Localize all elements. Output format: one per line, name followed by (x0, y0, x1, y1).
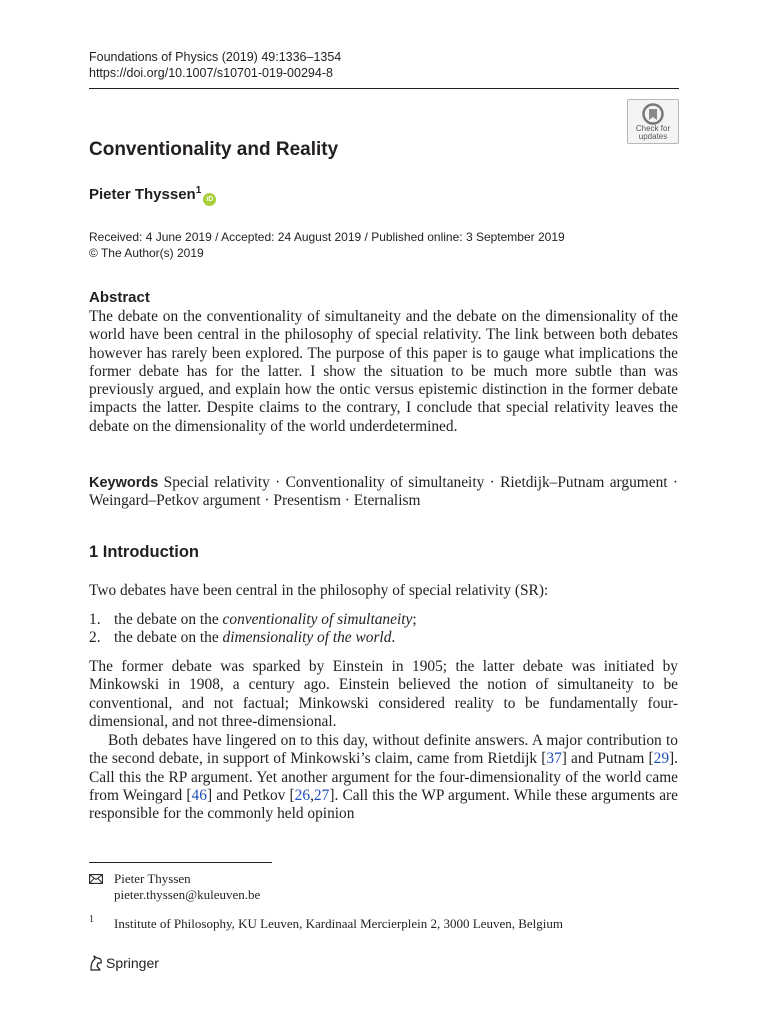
affiliation-text: Institute of Philosophy, KU Leuven, Kardinaal Mercierplein 2, 3000 Leuven, Belgium (114, 916, 564, 931)
paragraph-text: ] and Petkov [ (206, 786, 295, 804)
author-name[interactable]: Pieter Thyssen (89, 186, 196, 203)
list-item (89, 629, 417, 647)
list-emphasis: conventionality of simultaneity (222, 611, 413, 628)
list-punct: ; (412, 611, 417, 628)
badge-line-2: updates (638, 132, 668, 141)
intro-paragraph-3 (89, 732, 678, 823)
paragraph-text: ] and Putnam [ (561, 750, 654, 768)
affiliation-mark: 1 (89, 914, 94, 925)
intro-paragraph-1: Two debates have been central in the philosophy of special relativity (SR): (89, 582, 549, 599)
abstract-text: The debate on the conventionality of simultaneity and the debate on the dimensionality of the world have been central in the philosophy of special relativity. The link between both debates however has rarely been explored. The purpose of this paper is to gauge what implications the former debate has for the latter. I show the situation to be much more subtle than was previously argued, and explain how the ontic versus epistemic distinction in the former debate impacts the latter. Despite claims to the contrary, I conclude that special relativity leaves the debate on the dimensionality of the world underdetermined. (89, 308, 678, 435)
paragraph-text: , (310, 786, 314, 804)
footnote-rule (89, 862, 272, 863)
paragraph-text: ]. Call this the WP argument. While these arguments are responsible for the commonly held opinion (89, 786, 678, 823)
author-affiliation-mark: 1 (195, 185, 202, 196)
copyright-line: © The Author(s) 2019 (89, 246, 204, 260)
header-rule (89, 88, 679, 89)
orcid-icon[interactable]: iD (203, 193, 216, 206)
paragraph-text: ]. Call this the RP argument. Yet another argument for the four-dimensionality of the world came from Weingard [ (89, 750, 679, 804)
citation-link-46[interactable]: 46 (191, 786, 207, 804)
keywords-text: Special relativity · Conventionality of simultaneity · Rietdijk–Putnam argument · Weingard–Petkov argument · Presentism · Eternalism (89, 474, 678, 510)
author-line (89, 185, 216, 206)
journal-citation (89, 49, 341, 81)
list-emphasis: dimensionality of the world (222, 629, 392, 647)
article-title: Conventionality and Reality (89, 139, 339, 160)
debates-list (89, 611, 417, 648)
springer-logo (89, 955, 159, 971)
corresponding-author-name: Pieter Thyssen (114, 871, 191, 886)
list-punct: . (391, 629, 396, 647)
list-text: the debate on the (114, 629, 223, 647)
keywords-label: Keywords (89, 475, 159, 491)
journal-line: Foundations of Physics (2019) 49:1336–1354 (89, 50, 342, 64)
citation-link-27[interactable]: 27 (313, 786, 330, 804)
list-item (89, 611, 417, 629)
dates-line: Received: 4 June 2019 / Accepted: 24 August 2019 / Published online: 3 September 2019 (89, 230, 565, 244)
citation-link-29[interactable]: 29 (653, 750, 670, 768)
bookmark-ring-icon (642, 103, 664, 125)
paragraph-text: Both debates have lingered on to this day, without definite answers. A major contribution to the second debate, in support of Minkowski’s claim, came from Rietdijk [ (89, 732, 678, 768)
badge-line-1: Check for (635, 124, 671, 133)
springer-horse-icon (89, 955, 103, 971)
list-text: the debate on the (114, 611, 223, 628)
list-number: 1. (89, 611, 101, 628)
citation-link-37[interactable]: 37 (546, 750, 562, 768)
email-link[interactable]: pieter.thyssen@kuleuven.be (114, 887, 261, 902)
section-heading-introduction: 1 Introduction (89, 543, 199, 561)
keywords (89, 474, 678, 511)
abstract-heading: Abstract (89, 289, 150, 306)
envelope-icon (89, 874, 103, 884)
list-number: 2. (89, 629, 101, 647)
citation-link-26[interactable]: 26 (294, 786, 311, 804)
check-for-updates-badge[interactable] (627, 99, 679, 144)
publication-dates (89, 229, 565, 261)
intro-paragraph-2: The former debate was sparked by Einstein in 1905; the latter debate was initiated by Minkowski in 1908, a century ago. Einstein believed the notion of simultaneity to be conventional, and not factual; Minkowski considered reality to be fundamentally four-dimensional, and not three-dimensional. (89, 658, 678, 730)
publisher-name: Springer (106, 955, 159, 971)
corresponding-author (114, 871, 260, 903)
doi-link[interactable]: https://doi.org/10.1007/s10701-019-00294-8 (89, 66, 333, 80)
